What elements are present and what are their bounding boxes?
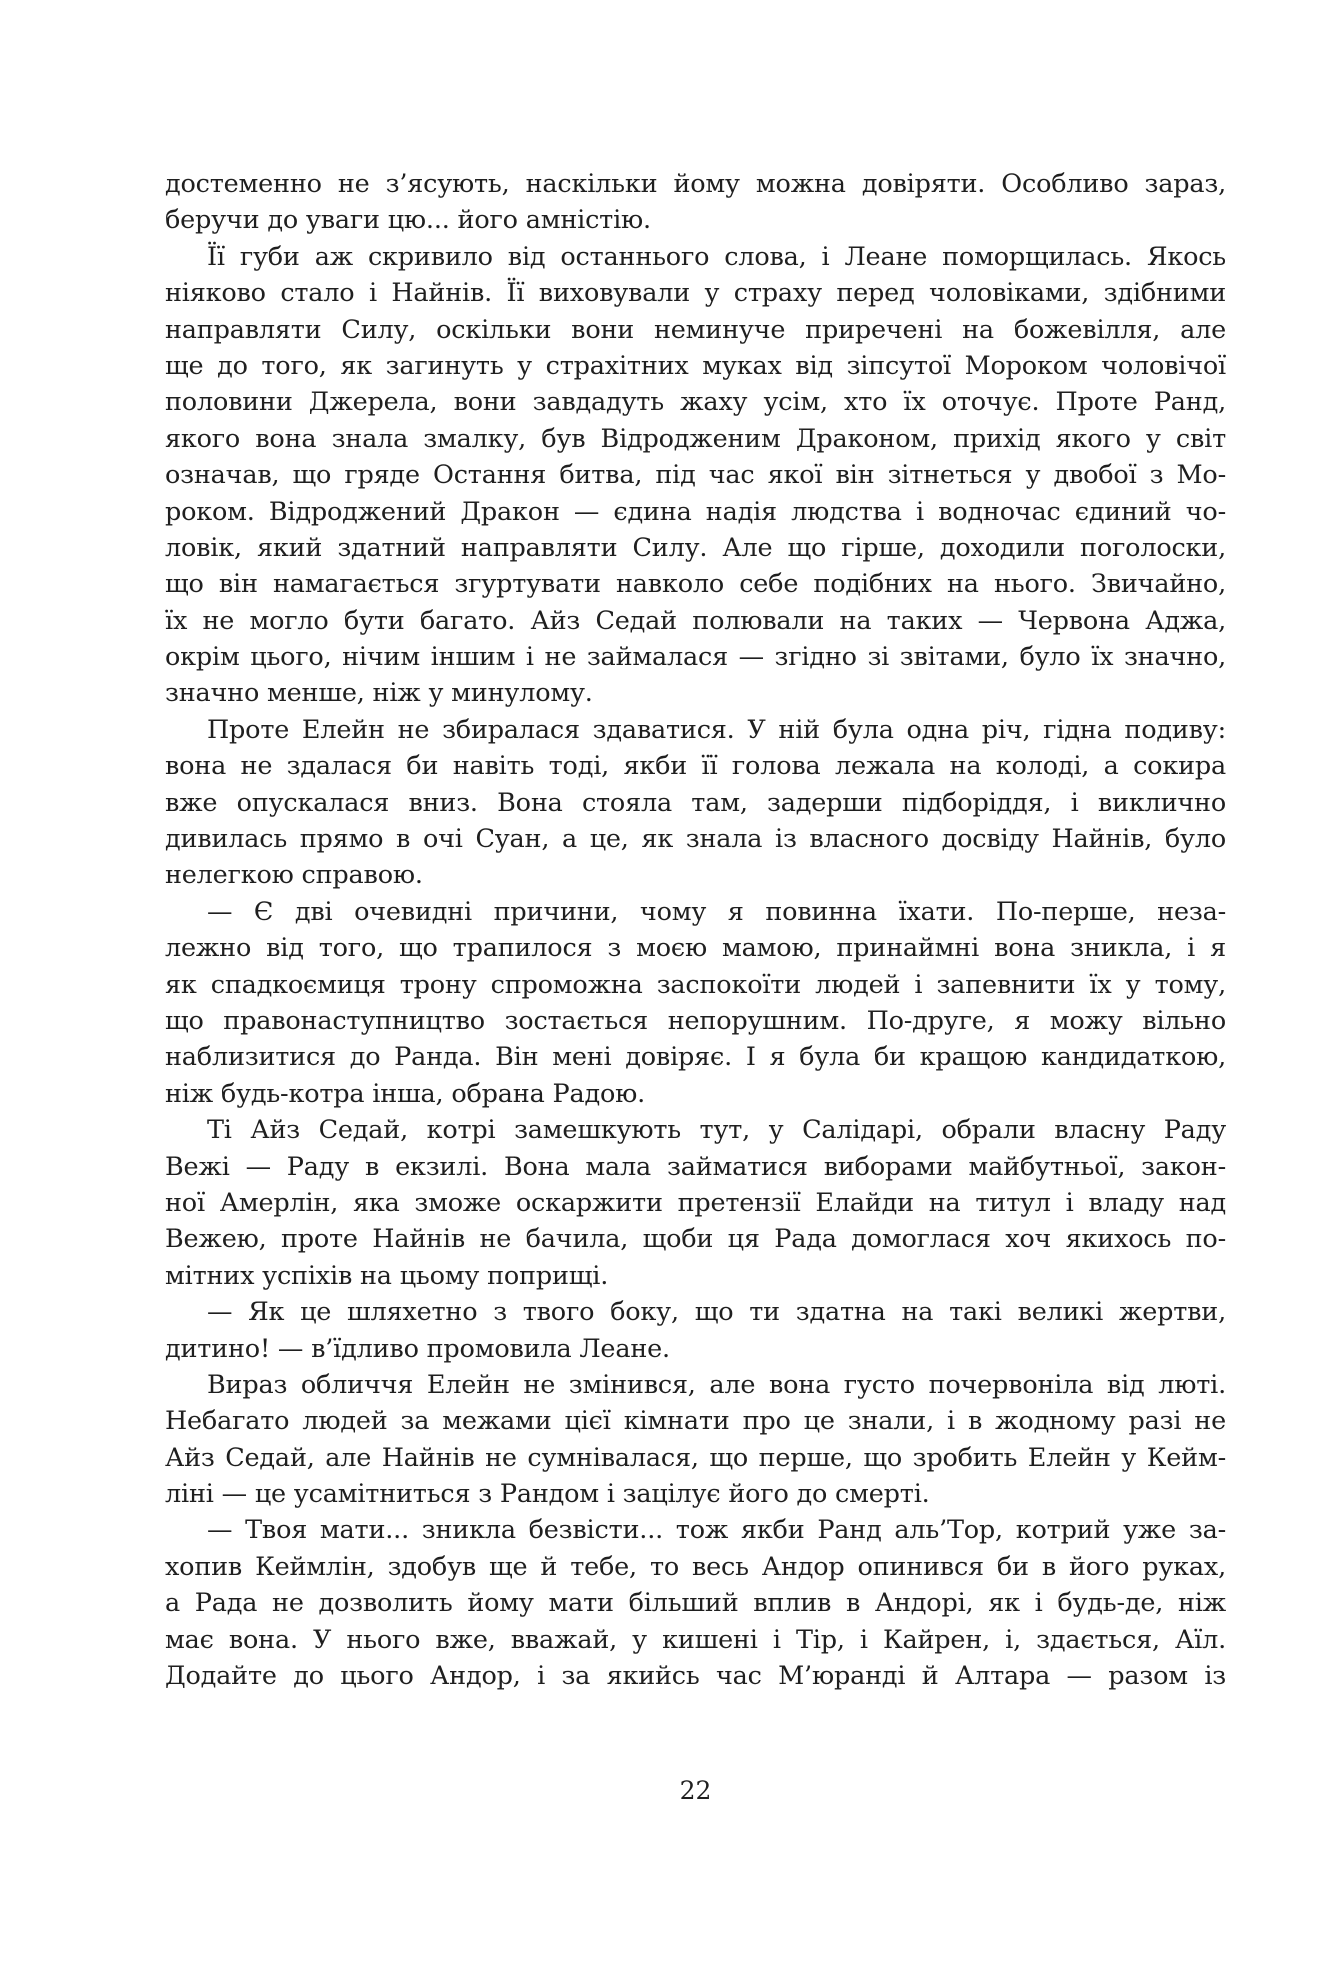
text-line: ної Амерлін, яка зможе оскаржити претензії Елайди на титул і владу над (165, 1187, 1226, 1218)
text-line: ніяково стало і Найнів. Її виховували у страху перед чоловіками, здібними (165, 278, 1226, 309)
text-line: як спадкоємиця трону спроможна заспокоїти людей і запевнити їх у тому, (165, 969, 1226, 1000)
text-line: ловік, який здатний направляти Силу. Але що гірше, доходили поголоски, (165, 532, 1226, 563)
text-line: нелегкою справою. (165, 860, 423, 891)
paragraph-first-line: — Твоя мати... зникла безвісти... тож якби Ранд аль’Тор, котрий уже за- (207, 1515, 1226, 1546)
text-line: роком. Відроджений Дракон — єдина надія людства і водночас єдиний чо- (165, 496, 1226, 527)
text-line: що правонаступництво зостається непорушним. По-друге, я можу вільно (165, 1005, 1226, 1036)
text-line: що він намагається згуртувати навколо себе подібних на нього. Звичайно, (165, 569, 1226, 600)
text-line: дивилась прямо в очі Суан, а це, як знала із власного досвіду Найнів, було (165, 824, 1226, 855)
text-line: направляти Силу, оскільки вони неминуче приречені на божевілля, але (165, 314, 1226, 345)
text-line: ніж будь-котра інша, обрана Радою. (165, 1078, 646, 1109)
text-line: Вежею, проте Найнів не бачила, щоби ця Рада домоглася хоч якихось по- (165, 1224, 1226, 1255)
page-number: 22 (679, 1776, 712, 1805)
text-line: беручи до уваги цю... його амністію. (165, 205, 651, 236)
text-line: половини Джерела, вони завдадуть жаху усім, хто їх оточує. Проте Ранд, (165, 387, 1226, 418)
text-line: достеменно не з’ясують, наскільки йому можна довіряти. Особливо зараз, (165, 169, 1226, 199)
text-line: Айз Седай, але Найнів не сумнівалася, що перше, що зробить Елейн у Кейм- (165, 1442, 1226, 1473)
paragraph-first-line: Її губи аж скривило від останнього слова, і Леане поморщилась. Якось (207, 241, 1226, 272)
text-line: їх не могло бути багато. Айз Седай полювали на таких — Червона Аджа, (165, 605, 1226, 636)
text-line: ліні — це усамітниться з Рандом і зацілує його до смерті. (165, 1479, 930, 1510)
paragraph-first-line: — Як це шляхетно з твого боку, що ти здатна на такі великі жертви, (207, 1297, 1226, 1328)
text-line: мітних успіхів на цьому поприщі. (165, 1260, 609, 1291)
paragraph-first-line: Ті Айз Седай, котрі замешкують тут, у Салідарі, обрали власну Раду (207, 1115, 1226, 1146)
paragraph-first-line: Вираз обличчя Елейн не змінився, але вона густо почервоніла від люті. (207, 1369, 1226, 1400)
text-line: Вежі — Раду в екзилі. Вона мала займатися виборами майбутньої, закон- (165, 1151, 1226, 1182)
text-line: хопив Кеймлін, здобув ще й тебе, то весь Андор опинився би в його руках, (165, 1551, 1226, 1582)
text-line: вона не здалася би навіть тоді, якби її голова лежала на колоді, а сокира (165, 751, 1226, 782)
text-line: наблизитися до Ранда. Він мені довіряє. І я була би кращою кандидаткою, (165, 1042, 1226, 1073)
paragraph-first-line: Проте Елейн не збиралася здаватися. У ній була одна річ, гідна подиву: (207, 714, 1226, 745)
text-line: а Рада не дозволить йому мати більший вплив в Андорі, як і будь-де, ніж (165, 1588, 1226, 1619)
text-line: дитино! — в’їдливо промовила Леане. (165, 1333, 670, 1364)
text-line: лежно від того, що трапилося з моєю мамою, принаймні вона зникла, і я (165, 933, 1226, 964)
text-line: окрім цього, нічим іншим і не займалася — згідно зі звітами, було їх значно, (165, 642, 1226, 673)
text-line: має вона. У нього вже, вважай, у кишені і Тір, і Кайрен, і, здається, Аїл. (165, 1624, 1226, 1655)
text-line: Небагато людей за межами цієї кімнати про це знали, і в жодному разі не (165, 1406, 1226, 1437)
text-line: значно менше, ніж у минулому. (165, 678, 593, 709)
text-line: вже опускалася вниз. Вона стояла там, задерши підборіддя, і викличнo (165, 787, 1226, 818)
body-text (165, 166, 1226, 1694)
paragraph-first-line: — Є дві очевидні причини, чому я повинна їхати. По-перше, неза- (207, 896, 1226, 927)
text-line: ще до того, як загинуть у страхітних муках від зіпсутої Мороком чоловічої (165, 350, 1226, 381)
text-line: якого вона знала змалку, був Відродженим Драконом, прихід якого у світ (165, 423, 1226, 454)
text-line: означав, що гряде Остання битва, під час якої він зітнеться у двобої з Мо- (165, 460, 1226, 491)
text-line: Додайте до цього Андор, і за якийсь час М’юранді й Алтара — разом із (165, 1661, 1226, 1692)
